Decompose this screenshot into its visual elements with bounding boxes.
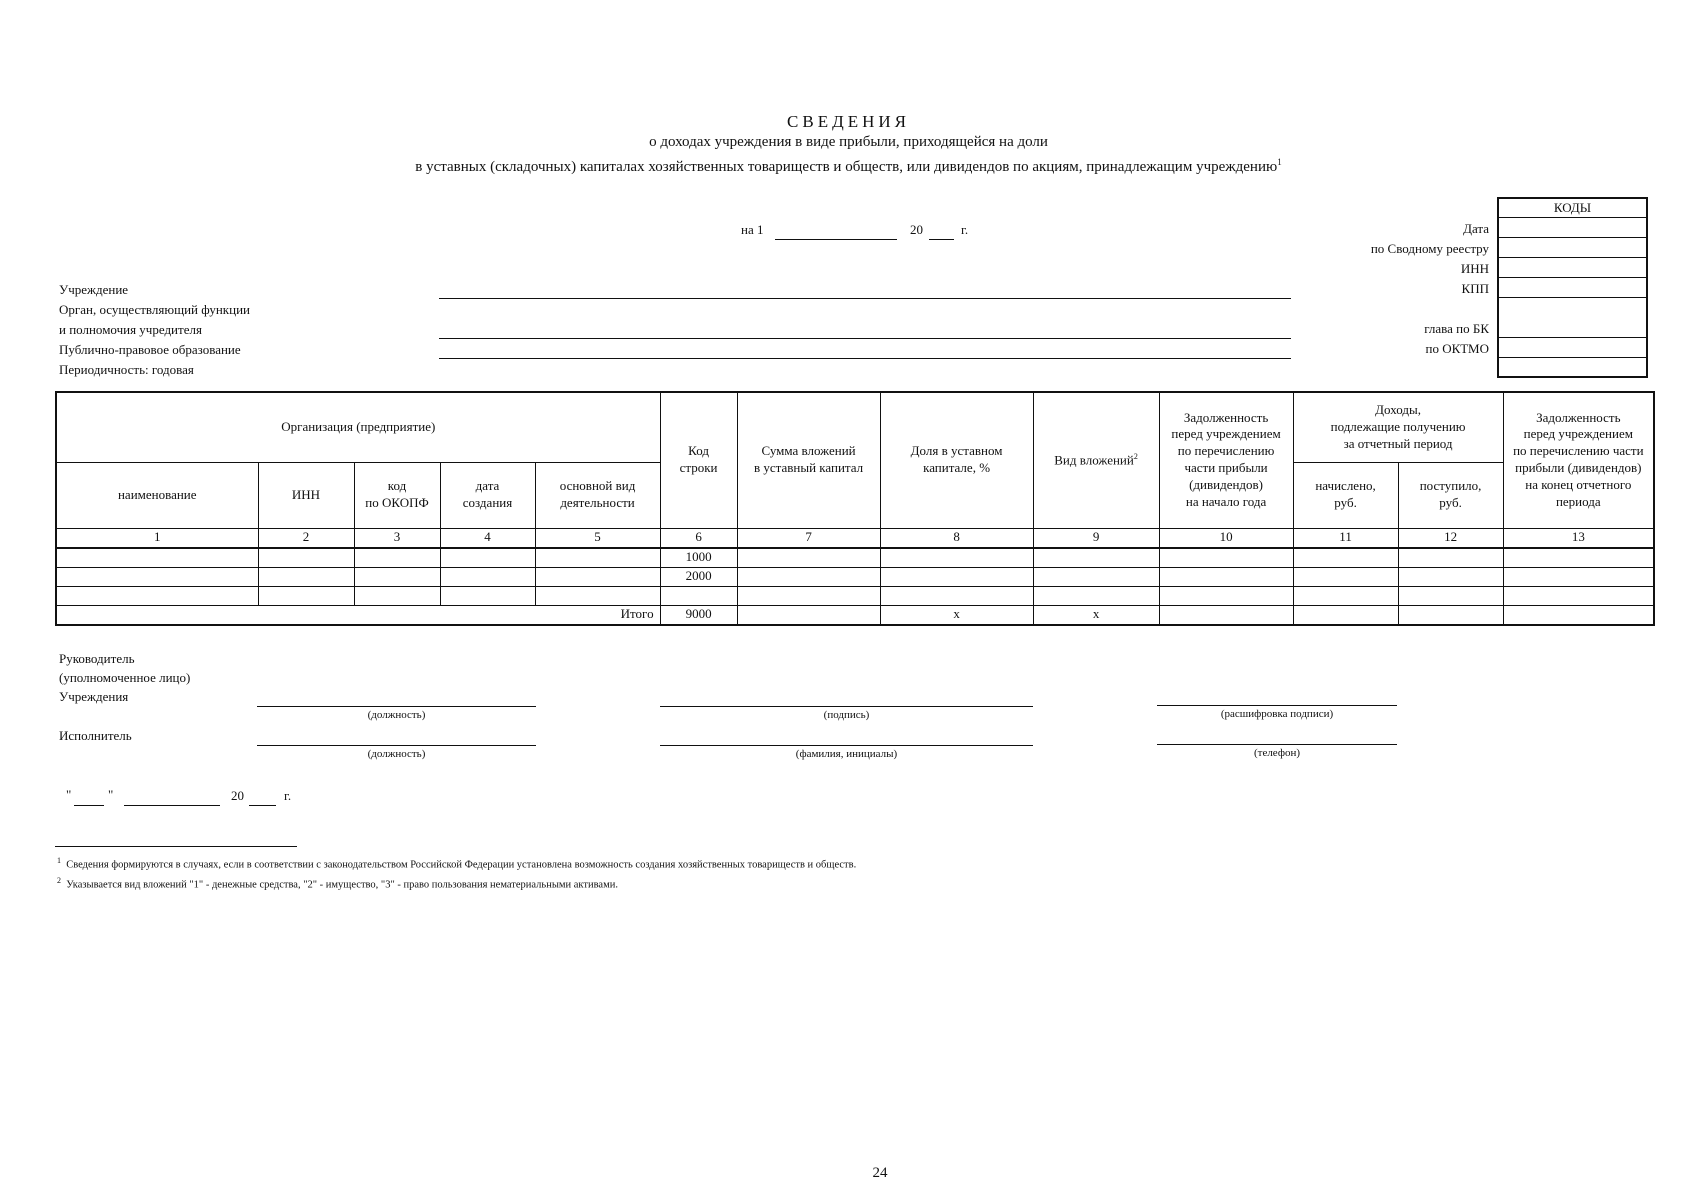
col-number: 4	[440, 528, 535, 548]
founder-field[interactable]	[439, 338, 1291, 339]
code-label-bk: глава по БК	[1424, 321, 1489, 336]
form-subtitle-2	[0, 157, 1697, 176]
cell-name[interactable]	[56, 548, 258, 568]
form-subtitle-1: о доходах учреждения в виде прибыли, приходящейся на доли	[649, 134, 1048, 150]
code-label-kpp: КПП	[1461, 281, 1489, 296]
public-entity-field[interactable]	[439, 358, 1291, 359]
code-label-registry: по Сводному реестру	[1370, 241, 1489, 256]
total-type-x: х	[1033, 605, 1159, 625]
institution-field[interactable]	[439, 298, 1291, 299]
cell-received[interactable]	[1398, 586, 1503, 605]
cell-share[interactable]	[880, 586, 1033, 605]
cell-accrued[interactable]	[1293, 586, 1398, 605]
footnote-ref-1: 1	[1277, 157, 1282, 167]
cell-okopf[interactable]	[354, 567, 440, 586]
cell-invest-sum[interactable]	[737, 567, 880, 586]
founder-label-2: и полномочия учредителя	[59, 322, 202, 337]
accrued-header: начислено, руб.	[1293, 462, 1398, 528]
executor-name-field[interactable]	[660, 745, 1033, 746]
received-header: поступило, руб.	[1398, 462, 1503, 528]
executor-phone-caption: (телефон)	[1253, 747, 1301, 759]
cell-debt-end[interactable]	[1503, 567, 1654, 586]
head-signature-caption: (подпись)	[823, 709, 870, 721]
head-decode-field[interactable]	[1157, 705, 1397, 706]
sign-day-field[interactable]	[74, 805, 104, 806]
total-code: 9000	[660, 605, 737, 625]
income-table	[55, 391, 1655, 626]
year-suffix: г.	[961, 222, 969, 237]
code-col-header: Код строки	[660, 392, 737, 528]
date-prefix: на 1	[741, 222, 764, 237]
head-label-3: Учреждения	[59, 689, 129, 704]
executor-position-caption: (должность)	[367, 748, 426, 760]
org-col-name: наименование	[56, 462, 258, 528]
cell-invest-type[interactable]	[1033, 586, 1159, 605]
head-decode-caption: (расшифровка подписи)	[1220, 708, 1334, 720]
code-cell-oktmo[interactable]	[1498, 338, 1647, 358]
cell-invest-type[interactable]	[1033, 567, 1159, 586]
col-number: 8	[880, 528, 1033, 548]
income-header: Доходы, подлежащие получению за отчетный период	[1293, 392, 1503, 462]
code-cell-bk[interactable]	[1498, 298, 1647, 338]
cell-accrued[interactable]	[1293, 567, 1398, 586]
cell-debt-start[interactable]	[1159, 548, 1293, 568]
code-cell-kpp[interactable]	[1498, 278, 1647, 298]
cell-debt-end[interactable]	[1503, 548, 1654, 568]
head-label-1: Руководитель	[59, 651, 135, 666]
cell-inn[interactable]	[258, 586, 354, 605]
cell-debt-start[interactable]	[1159, 586, 1293, 605]
head-position-caption: (должность)	[367, 709, 426, 721]
footnote-1-mark: 1	[57, 856, 61, 865]
footnote-divider	[55, 846, 297, 847]
col-number: 3	[354, 528, 440, 548]
form-title: СВЕДЕНИЯ	[787, 112, 910, 131]
executor-phone-field[interactable]	[1157, 744, 1397, 745]
col-number: 10	[1159, 528, 1293, 548]
table-row	[56, 548, 1654, 568]
footnote-2	[57, 876, 618, 891]
total-debt-start[interactable]	[1159, 605, 1293, 625]
code-label-date: Дата	[1463, 221, 1489, 236]
org-col-created: дата создания	[440, 462, 535, 528]
debt-end-header: Задолженность перед учреждением по перечислению части прибыли (дивидендов) на конец отчетного периода	[1503, 392, 1654, 528]
cell-okopf[interactable]	[354, 548, 440, 568]
code-cell-registry[interactable]	[1498, 238, 1647, 258]
col-number: 13	[1503, 528, 1654, 548]
code-cell-period[interactable]	[1498, 358, 1647, 378]
cell-code: 1000	[660, 548, 737, 568]
sign-year-prefix: 20	[231, 788, 244, 803]
executor-name-caption: (фамилия, инициалы)	[795, 748, 898, 760]
col-number: 5	[535, 528, 660, 548]
invest-type-text: Вид вложений	[1054, 451, 1134, 467]
cell-okopf[interactable]	[354, 586, 440, 605]
cell-inn[interactable]	[258, 548, 354, 568]
cell-created[interactable]	[440, 567, 535, 586]
codes-header: КОДЫ	[1498, 198, 1647, 218]
total-accrued[interactable]	[1293, 605, 1398, 625]
col-number: 7	[737, 528, 880, 548]
debt-start-header: Задолженность перед учреждением по перечислению части прибыли (дивидендов) на начало года	[1159, 392, 1293, 528]
table-row	[56, 567, 1654, 586]
col-number: 12	[1398, 528, 1503, 548]
total-debt-end[interactable]	[1503, 605, 1654, 625]
head-label-2: (уполномоченное лицо)	[59, 670, 191, 685]
date-quote-close: "	[108, 787, 114, 802]
sign-year-suffix: г.	[284, 788, 292, 803]
cell-code	[660, 586, 737, 605]
cell-inn[interactable]	[258, 567, 354, 586]
institution-label: Учреждение	[59, 282, 129, 297]
col-number: 1	[56, 528, 258, 548]
footnote-2-text: Указывается вид вложений "1" - денежные средства, "2" - имущество, "3" - право пользования нематериальными активами.	[66, 879, 618, 891]
code-cell-date[interactable]	[1498, 218, 1647, 238]
year-field[interactable]	[929, 239, 954, 240]
col-number: 2	[258, 528, 354, 548]
col-number: 6	[660, 528, 737, 548]
code-cell-inn[interactable]	[1498, 258, 1647, 278]
code-label-oktmo: по ОКТМО	[1425, 341, 1489, 356]
org-header: Организация (предприятие)	[56, 392, 660, 462]
year-prefix: 20	[910, 222, 923, 237]
cell-debt-end[interactable]	[1503, 586, 1654, 605]
codes-table	[1497, 197, 1648, 378]
cell-name[interactable]	[56, 567, 258, 586]
footnote-1-text: Сведения формируются в случаях, если в соответствии с законодательством Российской Федерации установлена возможность создания хозяйственных товариществ и обществ.	[66, 859, 857, 871]
code-label-inn: ИНН	[1460, 261, 1489, 276]
total-share-x: х	[880, 605, 1033, 625]
cell-received[interactable]	[1398, 567, 1503, 586]
founder-label-1: Орган, осуществляющий функции	[59, 302, 250, 317]
page-number: 24	[872, 1165, 888, 1181]
org-col-inn: ИНН	[258, 462, 354, 528]
col-number: 9	[1033, 528, 1159, 548]
total-label: Итого	[56, 605, 660, 625]
cell-debt-start[interactable]	[1159, 567, 1293, 586]
footnote-1	[57, 856, 856, 871]
footnote-ref-2: 2	[1133, 451, 1138, 461]
cell-activity[interactable]	[535, 548, 660, 568]
total-invest-sum[interactable]	[737, 605, 880, 625]
table-row	[56, 586, 1654, 605]
share-header: Доля в уставном капитале, %	[880, 392, 1033, 528]
public-entity-label: Публично-правовое образование	[59, 342, 241, 357]
org-col-okopf: код по ОКОПФ	[354, 462, 440, 528]
head-position-field[interactable]	[257, 706, 536, 707]
sign-year-field[interactable]	[249, 805, 276, 806]
date-day-month-field[interactable]	[775, 239, 897, 240]
footnote-2-mark: 2	[57, 876, 61, 885]
cell-created[interactable]	[440, 586, 535, 605]
cell-share[interactable]	[880, 548, 1033, 568]
executor-position-field[interactable]	[257, 745, 536, 746]
total-received[interactable]	[1398, 605, 1503, 625]
executor-label: Исполнитель	[59, 728, 132, 743]
cell-invest-sum[interactable]	[737, 586, 880, 605]
cell-invest-type[interactable]	[1033, 548, 1159, 568]
col-number: 11	[1293, 528, 1398, 548]
form-subtitle-2-text: в уставных (складочных) капиталах хозяйственных товариществ и обществ, или дивидендов по акциям, принадлежащим учреждению	[415, 159, 1278, 175]
total-row	[56, 605, 1654, 625]
cell-invest-sum[interactable]	[737, 548, 880, 568]
cell-received[interactable]	[1398, 548, 1503, 568]
sign-month-field[interactable]	[124, 805, 220, 806]
invest-type-header	[1033, 392, 1159, 528]
invest-sum-header: Сумма вложений в уставный капитал	[737, 392, 880, 528]
cell-activity[interactable]	[535, 586, 660, 605]
cell-activity[interactable]	[535, 567, 660, 586]
org-col-activity: основной вид деятельности	[535, 462, 660, 528]
cell-created[interactable]	[440, 548, 535, 568]
periodicity-label: Периодичность: годовая	[59, 362, 194, 377]
cell-share[interactable]	[880, 567, 1033, 586]
cell-accrued[interactable]	[1293, 548, 1398, 568]
date-quote-open: "	[66, 787, 72, 802]
cell-name[interactable]	[56, 586, 258, 605]
cell-code: 2000	[660, 567, 737, 586]
head-signature-field[interactable]	[660, 706, 1033, 707]
